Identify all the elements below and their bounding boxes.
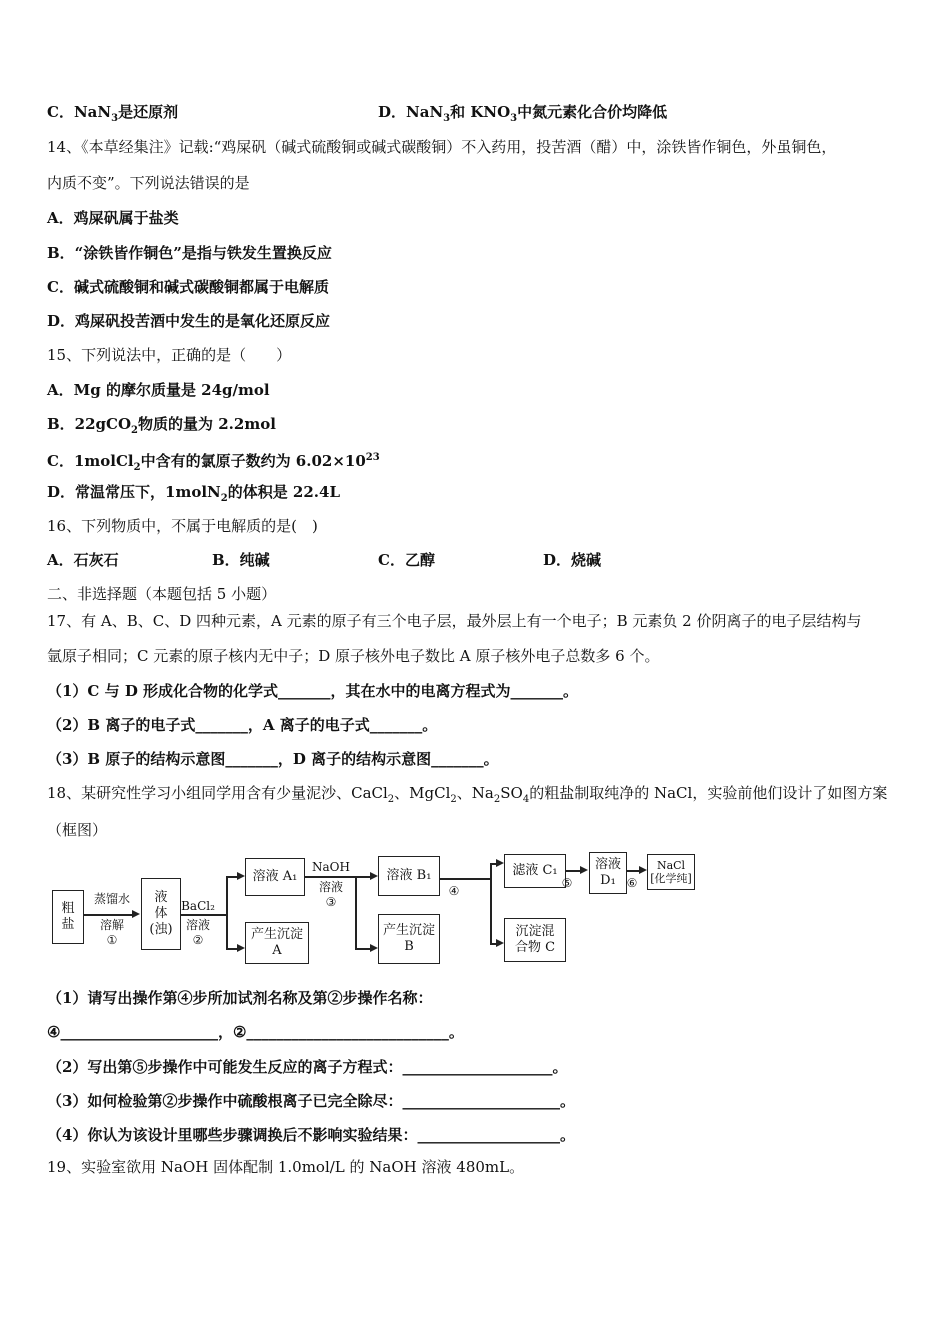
arrow-line <box>355 876 371 878</box>
arrow-line <box>84 914 132 916</box>
text-segment: 氩原子相同；C 元素的原子核内无中子；D 原子核外电子数比 A 原子核外电子总数多 6 个。 <box>47 647 660 665</box>
box-solution-a: 溶液 A₁ <box>245 858 305 896</box>
text-line <box>47 311 330 331</box>
box-solution-b: 溶液 B₁ <box>378 856 440 896</box>
text-segment: SO <box>500 784 523 802</box>
text-segment: C．1molCl <box>47 452 134 470</box>
text-line <box>47 584 276 604</box>
text-segment: B．“涂铁皆作铜色”是指与铁发生置换反应 <box>47 244 332 262</box>
text-segment: C．NaN <box>47 103 112 121</box>
box-precipitate-c: 沉淀混 合物 C <box>504 918 566 962</box>
text-line <box>47 1091 575 1111</box>
superscript: 23 <box>365 452 380 463</box>
arrow-head <box>370 872 378 880</box>
text-line <box>47 414 276 441</box>
arrow-head <box>370 944 378 952</box>
label-step2-top: BaCl₂ <box>181 899 215 913</box>
label-step1-top: 蒸馏水 <box>93 892 130 906</box>
text-segment: 中氮元素化合价均降低 <box>517 103 668 121</box>
text-line <box>47 277 329 297</box>
box-precipitate-a: 产生沉淀 A <box>245 922 309 964</box>
text-segment: B．22gCO <box>47 415 132 433</box>
text-segment: 15、下列说法中，正确的是（ ） <box>47 346 292 364</box>
text-line <box>47 749 499 769</box>
box-liquid: 液 体 (浊) <box>141 878 181 950</box>
label-step4: ④ <box>448 884 460 898</box>
subscript: 2 <box>220 493 228 504</box>
text-segment: （1）C 与 D 形成化合物的化学式_______，其在水中的电离方程式为_______。 <box>47 682 579 700</box>
text-line <box>47 380 270 400</box>
arrow-head <box>496 859 504 867</box>
text-line <box>47 345 291 365</box>
text-segment: 是还原剂 <box>118 103 179 121</box>
arrow-line <box>440 878 490 880</box>
answer-option: B．纯碱 <box>212 551 270 569</box>
text-line <box>47 988 432 1008</box>
arrow-head <box>639 866 647 874</box>
branch-line <box>490 863 492 943</box>
subscript: 3 <box>510 113 518 124</box>
text-line <box>47 1125 575 1145</box>
text-segment: 物质的量为 2.2mol <box>138 415 276 433</box>
text-line <box>47 448 380 478</box>
arrow-head <box>496 939 504 947</box>
text-line <box>47 611 861 631</box>
text-segment: （1）请写出操作第④步所加试剂名称及第②步操作名称： <box>47 989 433 1007</box>
text-segment: A．石灰石 <box>47 551 119 569</box>
text-line <box>47 715 437 735</box>
label-step2-bottom: 溶液 ② <box>185 918 210 947</box>
text-segment: C．碱式硫酸铜和碱式碳酸铜都属于电解质 <box>47 278 329 296</box>
arrow-head <box>237 872 245 880</box>
text-segment: D．NaN <box>378 103 444 121</box>
branch-line <box>226 876 228 948</box>
label-step3-top: NaOH <box>312 860 350 874</box>
subscript: 2 <box>450 794 457 805</box>
subscript: 4 <box>522 794 530 805</box>
text-segment: （4）你认为该设计里哪些步骤调换后不影响实验结果：___________________。 <box>47 1126 575 1144</box>
flowchart-diagram <box>50 852 700 967</box>
text-line <box>47 208 179 228</box>
answer-option: D．烧碱 <box>543 551 602 569</box>
text-line <box>47 550 119 570</box>
subscript: 2 <box>387 794 395 805</box>
text-segment: 的粗盐制取纯净的 NaCl，实验前他们设计了如图方案 <box>529 784 888 802</box>
text-segment: 19、实验室欲用 NaOH 固体配制 1.0mol/L 的 NaOH 溶液 480mL。 <box>47 1158 525 1176</box>
text-segment: 、MgCl <box>394 784 451 802</box>
text-segment: （2）B 离子的电子式_______，A 离子的电子式_______。 <box>47 716 438 734</box>
text-segment: 的体积是 22.4L <box>227 483 341 501</box>
subscript: 3 <box>443 113 451 124</box>
text-segment: A．Mg 的摩尔质量是 24g/mol <box>47 381 270 399</box>
branch-line <box>355 876 357 948</box>
text-segment: （3）如何检验第②步操作中硫酸根离子已完全除尽：_____________________。 <box>47 1092 575 1110</box>
arrow-head <box>132 910 140 918</box>
text-segment: （框图） <box>47 821 108 839</box>
text-segment: （3）B 原子的结构示意图_______，D 离子的结构示意图_______。 <box>47 750 499 768</box>
subscript: 3 <box>111 113 119 124</box>
box-filtrate-c: 滤液 C₁ <box>504 854 566 888</box>
text-segment: 内质不变”。下列说法错误的是 <box>47 174 250 192</box>
box-precipitate-b: 产生沉淀 B <box>378 914 440 964</box>
label-step1-bottom: 溶解 ① <box>99 918 124 947</box>
text-segment: 16、下列物质中，不属于电解质的是( ) <box>47 517 318 535</box>
text-line <box>47 482 340 509</box>
box-solution-d: 溶液 D₁ <box>589 852 627 894</box>
text-segment: D．常温常压下，1molN <box>47 483 221 501</box>
arrow-line <box>305 876 355 878</box>
text-line <box>47 681 578 701</box>
label-step5: ⑤ <box>561 876 573 890</box>
arrow-head <box>580 866 588 874</box>
arrow-line <box>355 948 371 950</box>
text-segment: 、Na <box>456 784 494 802</box>
option-d <box>378 102 667 129</box>
arrow-head <box>237 944 245 952</box>
box-crude-salt: 粗 盐 <box>52 890 84 944</box>
text-segment: 二、非选择题（本题包括 5 小题） <box>47 585 277 603</box>
label-step6: ⑥ <box>626 876 638 890</box>
text-line <box>47 1022 464 1042</box>
subscript: 2 <box>493 794 501 805</box>
text-segment: 18、某研究性学习小组同学用含有少量泥沙、CaCl <box>47 784 388 802</box>
arrow-line <box>181 914 226 916</box>
text-segment: A．鸡屎矾属于盐类 <box>47 209 179 227</box>
text-line <box>47 783 887 810</box>
text-segment: 中含有的氯原子数约为 6.02×10 <box>140 452 366 470</box>
text-line <box>47 173 250 193</box>
subscript: 2 <box>131 425 139 436</box>
text-line <box>47 137 836 157</box>
text-line <box>47 516 318 536</box>
text-line <box>47 1157 524 1177</box>
text-line <box>47 102 178 129</box>
text-segment: D．鸡屎矾投苦酒中发生的是氧化还原反应 <box>47 312 331 330</box>
text-segment: （2）写出第⑤步操作中可能发生反应的离子方程式：____________________。 <box>47 1058 568 1076</box>
text-segment: ④_____________________，②___________________________。 <box>47 1023 464 1041</box>
text-segment: 14、《本草经集注》记载:“鸡屎矾（碱式硫酸铜或碱式碳酸铜）不入药用，投苦酒（醋）中，涂铁皆作铜色，外虽铜色， <box>47 138 837 156</box>
label-step3-bottom: 溶液 ③ <box>318 880 343 909</box>
box-product-nacl: NaCl [化学纯] <box>647 854 695 890</box>
text-line <box>47 1057 567 1077</box>
text-line <box>47 820 107 840</box>
text-line <box>47 646 660 666</box>
text-segment: 和 KNO <box>450 103 511 121</box>
subscript: 2 <box>133 462 141 473</box>
answer-option: C．乙醇 <box>378 551 435 569</box>
text-line <box>47 243 332 263</box>
text-segment: 17、有 A、B、C、D 四种元素，A 元素的原子有三个电子层，最外层上有一个电子；B 元素负 2 价阴离子的电子层结构与 <box>47 612 862 630</box>
